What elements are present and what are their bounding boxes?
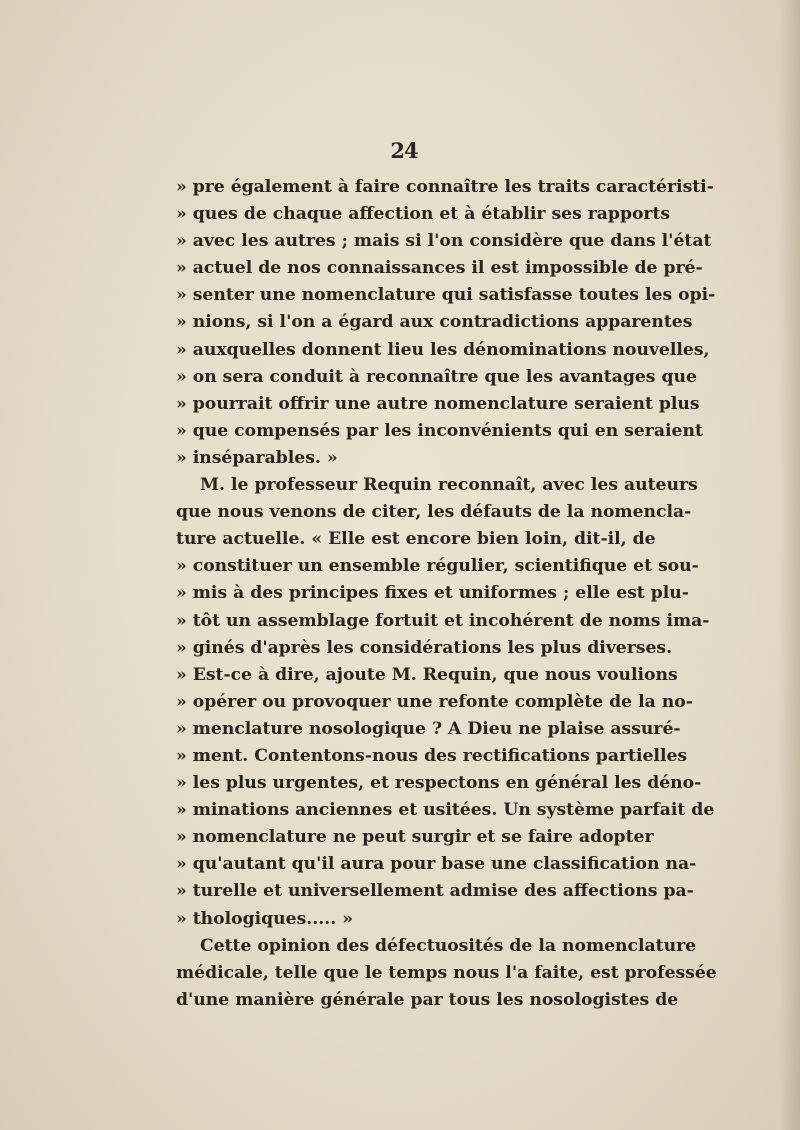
text-line: » turelle et universellement admise des affections pa- [176,881,694,902]
text-line: Cette opinion des défectuosités de la nomenclature [200,935,697,956]
text-line: » pourrait offrir une autre nomenclature seraient plus [176,393,700,414]
text-line: » ques de chaque affection et à établir ses rapports [176,204,671,225]
text-line: » avec les autres ; mais si l'on considère que dans l'état [176,231,712,252]
text-line: que nous venons de citer, les défauts de la nomencla- [176,502,692,523]
text-line: » mis à des principes fixes et uniformes ; elle est plu- [176,583,689,604]
text-line: » actuel de nos connaissances il est impossible de pré- [176,258,703,279]
text-line: » constituer un ensemble régulier, scientifique et sou- [176,556,699,577]
text-line: » senter une nomenclature qui satisfasse toutes les opi- [176,285,716,306]
text-line: » nions, si l'on a égard aux contradictions apparentes [176,312,693,333]
text-line: » les plus urgentes, et respectons en général les déno- [176,773,702,794]
text-line: M. le professeur Requin reconnaît, avec les auteurs [200,475,698,496]
text-line: » que compensés par les inconvénients qui en seraient [176,420,703,441]
text-line: » minations anciennes et usitées. Un système parfait de [176,800,715,821]
text-line: » Est-ce à dire, ajoute M. Requin, que nous voulions [176,664,678,685]
text-line: » on sera conduit à reconnaître que les avantages que [176,366,697,387]
text-line: » pre également à faire connaître les traits caractéristi- [176,177,714,197]
text-line: médicale, telle que le temps nous l'a faite, est professée [176,962,717,983]
page-number: 24 [390,138,418,163]
text-line: » inséparables. » [176,447,338,468]
text-line: ture actuelle. « Elle est encore bien loin, dit-il, de [176,529,656,550]
body-text [176,174,717,1014]
page-edge-shadow [778,0,800,1130]
text-line: d'une manière générale par tous les nosologistes de [176,989,679,1010]
text-line: » ment. Contentons-nous des rectifications partielles [176,745,688,766]
text-line: » thologiques..... » [176,908,353,929]
text-line: » menclature nosologique ? A Dieu ne plaise assuré- [176,718,681,739]
text-line: » opérer ou provoquer une refonte complète de la no- [176,691,693,712]
text-line: » nomenclature ne peut surgir et se faire adopter [176,827,654,848]
text-line: » tôt un assemblage fortuit et incohérent de noms ima- [176,610,710,631]
text-line: » ginés d'après les considérations les plus diverses. [176,637,673,658]
text-line: » auxquelles donnent lieu les dénominations nouvelles, [176,339,710,360]
text-line: » qu'autant qu'il aura pour base une classification na- [176,854,697,875]
